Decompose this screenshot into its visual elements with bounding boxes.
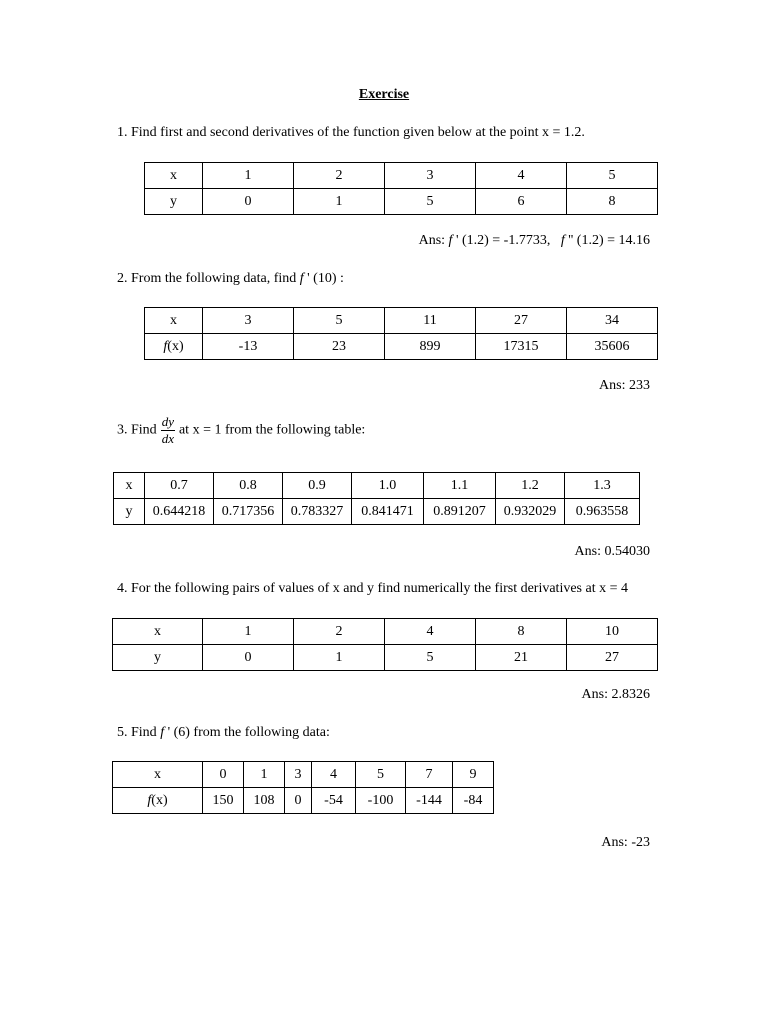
question-3-text: 3. Find $\frac{dy}{dx}$ at x = 1 from the following table: xyxy=(117,414,366,446)
table-cell: 8 xyxy=(476,619,567,645)
table-cell: 108 xyxy=(244,788,285,814)
table-cell: 34 xyxy=(567,308,658,334)
table-cell: 3 xyxy=(203,308,294,334)
table-cell: 899 xyxy=(385,334,476,360)
table-cell: 1 xyxy=(244,762,285,788)
question-5-text: 5. Find f ' (6) from the following data: xyxy=(117,725,330,740)
question-2-table xyxy=(144,307,658,360)
table-cell: 21 xyxy=(476,645,567,671)
table-cell: 2 xyxy=(294,619,385,645)
table-cell: 5 xyxy=(385,189,476,215)
table-cell: -84 xyxy=(453,788,494,814)
table-cell: 0 xyxy=(285,788,312,814)
table-cell: 4 xyxy=(476,163,567,189)
table-cell: 11 xyxy=(385,308,476,334)
table-cell: 1.2 xyxy=(496,473,565,499)
question-4-table xyxy=(112,618,658,671)
question-1-text: 1. Find first and second derivatives of the function given below at the point x = 1.2. xyxy=(117,125,585,140)
table-cell: 9 xyxy=(453,762,494,788)
table-cell: y xyxy=(114,499,145,525)
page-title: Exercise xyxy=(358,87,410,102)
table-cell: -54 xyxy=(312,788,356,814)
table-cell: 1.3 xyxy=(565,473,640,499)
table-row xyxy=(113,788,494,814)
table-cell: 0 xyxy=(203,189,294,215)
table-cell: 1.0 xyxy=(352,473,424,499)
table-cell: 3 xyxy=(385,163,476,189)
question-5-answer: Ans: -23 xyxy=(601,835,650,850)
question-3-answer: Ans: 0.54030 xyxy=(574,544,650,559)
table-cell: 0.932029 xyxy=(496,499,565,525)
table-cell: 3 xyxy=(285,762,312,788)
table-row xyxy=(114,473,640,499)
question-1-table xyxy=(144,162,658,215)
table-row xyxy=(145,308,658,334)
table-cell: -13 xyxy=(203,334,294,360)
table-cell: 0.644218 xyxy=(145,499,214,525)
question-4-text: 4. For the following pairs of values of x and y find numerically the first derivatives at x = 4 xyxy=(117,581,628,596)
table-cell: 150 xyxy=(203,788,244,814)
table-row xyxy=(113,762,494,788)
question-1-answer: Ans: f ' (1.2) = -1.7733, f '' (1.2) = 14.16 xyxy=(418,233,650,248)
table-cell: 0 xyxy=(203,645,294,671)
table-cell: 23 xyxy=(294,334,385,360)
table-cell: 27 xyxy=(567,645,658,671)
table-cell: 0.8 xyxy=(214,473,283,499)
question-3-table xyxy=(113,472,640,525)
table-row xyxy=(113,645,658,671)
table-cell: 8 xyxy=(567,189,658,215)
table-cell: x xyxy=(145,163,203,189)
table-row xyxy=(145,189,658,215)
table-cell: 0.717356 xyxy=(214,499,283,525)
table-cell: 10 xyxy=(567,619,658,645)
table-cell: y xyxy=(113,645,203,671)
table-cell: -100 xyxy=(356,788,406,814)
table-cell: 0.7 xyxy=(145,473,214,499)
table-cell: 0.891207 xyxy=(424,499,496,525)
table-cell: 5 xyxy=(294,308,385,334)
table-cell: 1.1 xyxy=(424,473,496,499)
table-cell: 1 xyxy=(294,189,385,215)
table-row xyxy=(114,499,640,525)
table-row xyxy=(145,334,658,360)
table-cell: 35606 xyxy=(567,334,658,360)
table-cell: 1 xyxy=(203,163,294,189)
table-cell: 2 xyxy=(294,163,385,189)
table-cell: 5 xyxy=(385,645,476,671)
table-cell: y xyxy=(145,189,203,215)
table-row xyxy=(113,619,658,645)
table-cell: 4 xyxy=(385,619,476,645)
table-cell: 1 xyxy=(294,645,385,671)
table-cell: 27 xyxy=(476,308,567,334)
question-2-answer: Ans: 233 xyxy=(599,378,650,393)
table-cell: 1 xyxy=(203,619,294,645)
table-cell: 0 xyxy=(203,762,244,788)
table-cell: 7 xyxy=(406,762,453,788)
table-cell: 4 xyxy=(312,762,356,788)
table-cell: 6 xyxy=(476,189,567,215)
table-cell: 0.841471 xyxy=(352,499,424,525)
derivative-fraction: $\frac{dy}{dx}$ xyxy=(161,414,174,446)
table-cell: x xyxy=(113,619,203,645)
table-row xyxy=(145,163,658,189)
table-cell: f(x) xyxy=(145,334,203,360)
question-5-table xyxy=(112,761,494,814)
question-4-answer: Ans: 2.8326 xyxy=(581,687,650,702)
table-cell: x xyxy=(145,308,203,334)
table-cell: x xyxy=(113,762,203,788)
table-cell: 0.783327 xyxy=(283,499,352,525)
table-cell: 0.963558 xyxy=(565,499,640,525)
table-cell: 17315 xyxy=(476,334,567,360)
table-cell: 0.9 xyxy=(283,473,352,499)
table-cell: f(x) xyxy=(113,788,203,814)
table-cell: -144 xyxy=(406,788,453,814)
table-cell: 5 xyxy=(356,762,406,788)
table-cell: x xyxy=(114,473,145,499)
table-cell: 5 xyxy=(567,163,658,189)
question-2-text: 2. From the following data, find f ' (10) : xyxy=(117,271,344,286)
